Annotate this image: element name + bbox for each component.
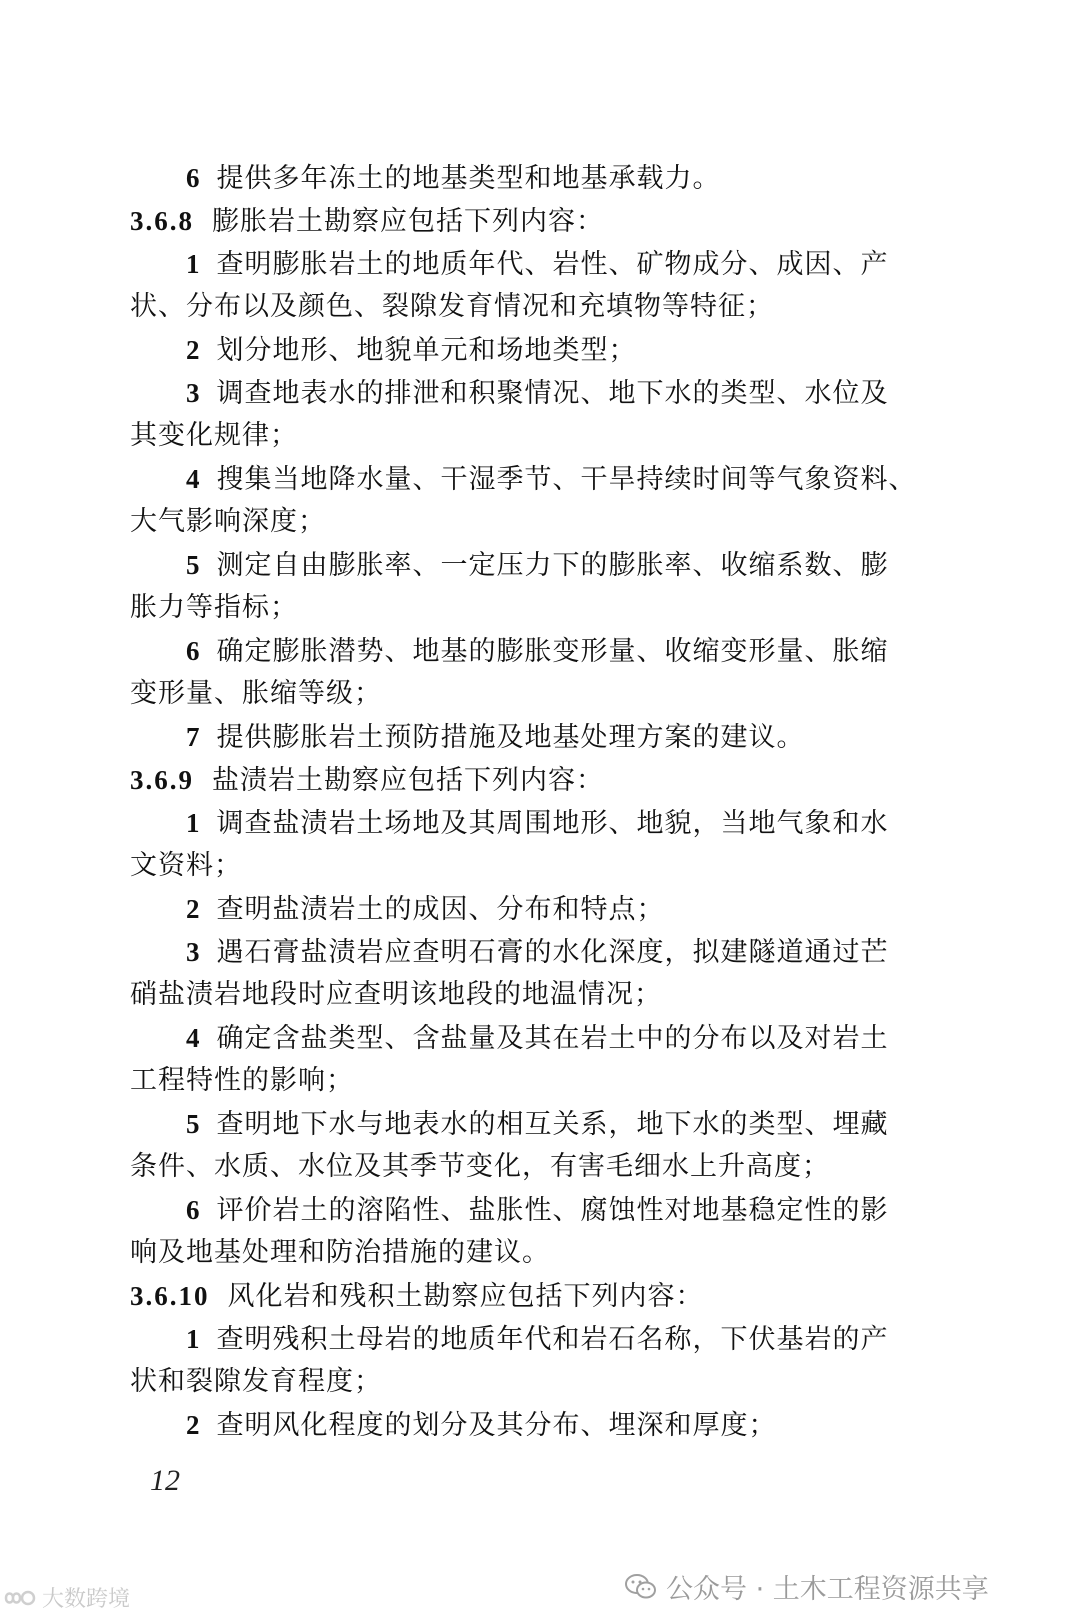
watermark-right-text: 公众号 · 土木工程资源共享 (666, 1574, 989, 1605)
line-text: 评价岩土的溶陷性、盐胀性、腐蚀性对地基稳定性的影 (216, 1195, 889, 1226)
line-text: 调查盐渍岩土场地及其周围地形、地貌，当地气象和水 (216, 808, 889, 839)
item-number: 6 (186, 163, 201, 193)
text-line (186, 459, 917, 500)
text-line (130, 287, 774, 327)
line-text: 状和裂隙发育程度； (130, 1366, 382, 1397)
line-text: 大气影响深度； (130, 506, 326, 537)
line-text: 风化岩和残积土勘察应包括下列内容： (227, 1281, 704, 1312)
section-heading (130, 1276, 704, 1317)
line-text: 文资料； (130, 850, 242, 881)
infinity-logo-icon (4, 1587, 38, 1609)
line-text: 其变化规律； (130, 420, 298, 451)
line-text: 查明残积土母岩的地质年代和岩石名称，下伏基岩的产 (216, 1324, 889, 1355)
item-number: 6 (186, 1195, 201, 1225)
text-line (130, 1233, 550, 1273)
line-text: 查明膨胀岩土的地质年代、岩性、矿物成分、成因、产 (216, 249, 889, 280)
item-number: 4 (186, 464, 201, 494)
item-number: 2 (186, 1410, 201, 1440)
item-number: 6 (186, 636, 201, 666)
item-number: 1 (186, 808, 201, 838)
item-number: 1 (186, 249, 201, 279)
line-text: 提供多年冻土的地基类型和地基承载力。 (216, 163, 721, 194)
line-text: 条件、水质、水位及其季节变化，有害毛细水上升高度； (130, 1151, 830, 1182)
section-heading (130, 760, 604, 801)
line-text: 调查地表水的排泄和积聚情况、地下水的类型、水位及 (216, 378, 889, 409)
item-number: 4 (186, 1023, 201, 1053)
text-line (186, 373, 889, 414)
text-line (130, 588, 298, 628)
text-line (186, 631, 889, 672)
item-number: 2 (186, 335, 201, 365)
text-line (186, 1104, 889, 1145)
text-line (186, 889, 665, 930)
text-line (186, 1405, 777, 1446)
text-line (130, 502, 326, 542)
watermark-left (4, 1582, 130, 1613)
text-line (186, 158, 721, 199)
text-line (130, 1362, 382, 1402)
text-line (130, 1061, 354, 1101)
section-heading (130, 201, 604, 242)
text-line (130, 674, 382, 714)
item-number: 3 (186, 378, 201, 408)
line-text: 测定自由膨胀率、一定压力下的膨胀率、收缩系数、膨 (216, 550, 889, 581)
line-text: 状、分布以及颜色、裂隙发育情况和充填物等特征； (130, 291, 774, 322)
text-line (186, 545, 889, 586)
line-text: 胀力等指标； (130, 592, 298, 623)
item-number: 5 (186, 550, 201, 580)
text-line (130, 975, 662, 1015)
text-line (186, 717, 805, 758)
line-text: 膨胀岩土勘察应包括下列内容： (212, 206, 604, 237)
watermark-right (624, 1567, 989, 1606)
item-number: 2 (186, 894, 201, 924)
item-number: 5 (186, 1109, 201, 1139)
line-text: 查明地下水与地表水的相互关系，地下水的类型、埋藏 (216, 1109, 889, 1140)
section-number: 3.6.8 (130, 206, 194, 236)
line-text: 工程特性的影响； (130, 1065, 354, 1096)
line-text: 硝盐渍岩地段时应查明该地段的地温情况； (130, 979, 662, 1010)
text-line (186, 803, 889, 844)
item-number: 3 (186, 937, 201, 967)
text-line (130, 846, 242, 886)
text-line (130, 1147, 830, 1187)
section-number: 3.6.10 (130, 1281, 210, 1311)
line-text: 响及地基处理和防治措施的建议。 (130, 1237, 550, 1268)
line-text: 确定含盐类型、含盐量及其在岩土中的分布以及对岩土 (216, 1023, 889, 1054)
text-line (186, 1319, 889, 1360)
page-number: 12 (150, 1464, 180, 1497)
text-line (186, 244, 889, 285)
line-text: 搜集当地降水量、干湿季节、干旱持续时间等气象资料、 (216, 464, 917, 495)
text-line (186, 1018, 889, 1059)
line-text: 盐渍岩土勘察应包括下列内容： (212, 765, 604, 796)
item-number: 7 (186, 722, 201, 752)
text-line (186, 1190, 889, 1231)
watermark-left-text: 大数跨境 (42, 1587, 131, 1612)
text-line (186, 932, 889, 973)
section-number: 3.6.9 (130, 765, 194, 795)
line-text: 划分地形、地貌单元和场地类型； (216, 335, 637, 366)
line-text: 查明盐渍岩土的成因、分布和特点； (216, 894, 665, 925)
item-number: 1 (186, 1324, 201, 1354)
line-text: 变形量、胀缩等级； (130, 678, 382, 709)
line-text: 查明风化程度的划分及其分布、埋深和厚度； (216, 1410, 777, 1441)
text-line (130, 416, 298, 456)
wechat-icon (624, 1572, 658, 1602)
line-text: 确定膨胀潜势、地基的膨胀变形量、收缩变形量、胀缩 (216, 636, 889, 667)
line-text: 遇石膏盐渍岩应查明石膏的水化深度，拟建隧道通过芒 (216, 937, 889, 968)
text-line (186, 330, 637, 371)
line-text: 提供膨胀岩土预防措施及地基处理方案的建议。 (216, 722, 805, 753)
